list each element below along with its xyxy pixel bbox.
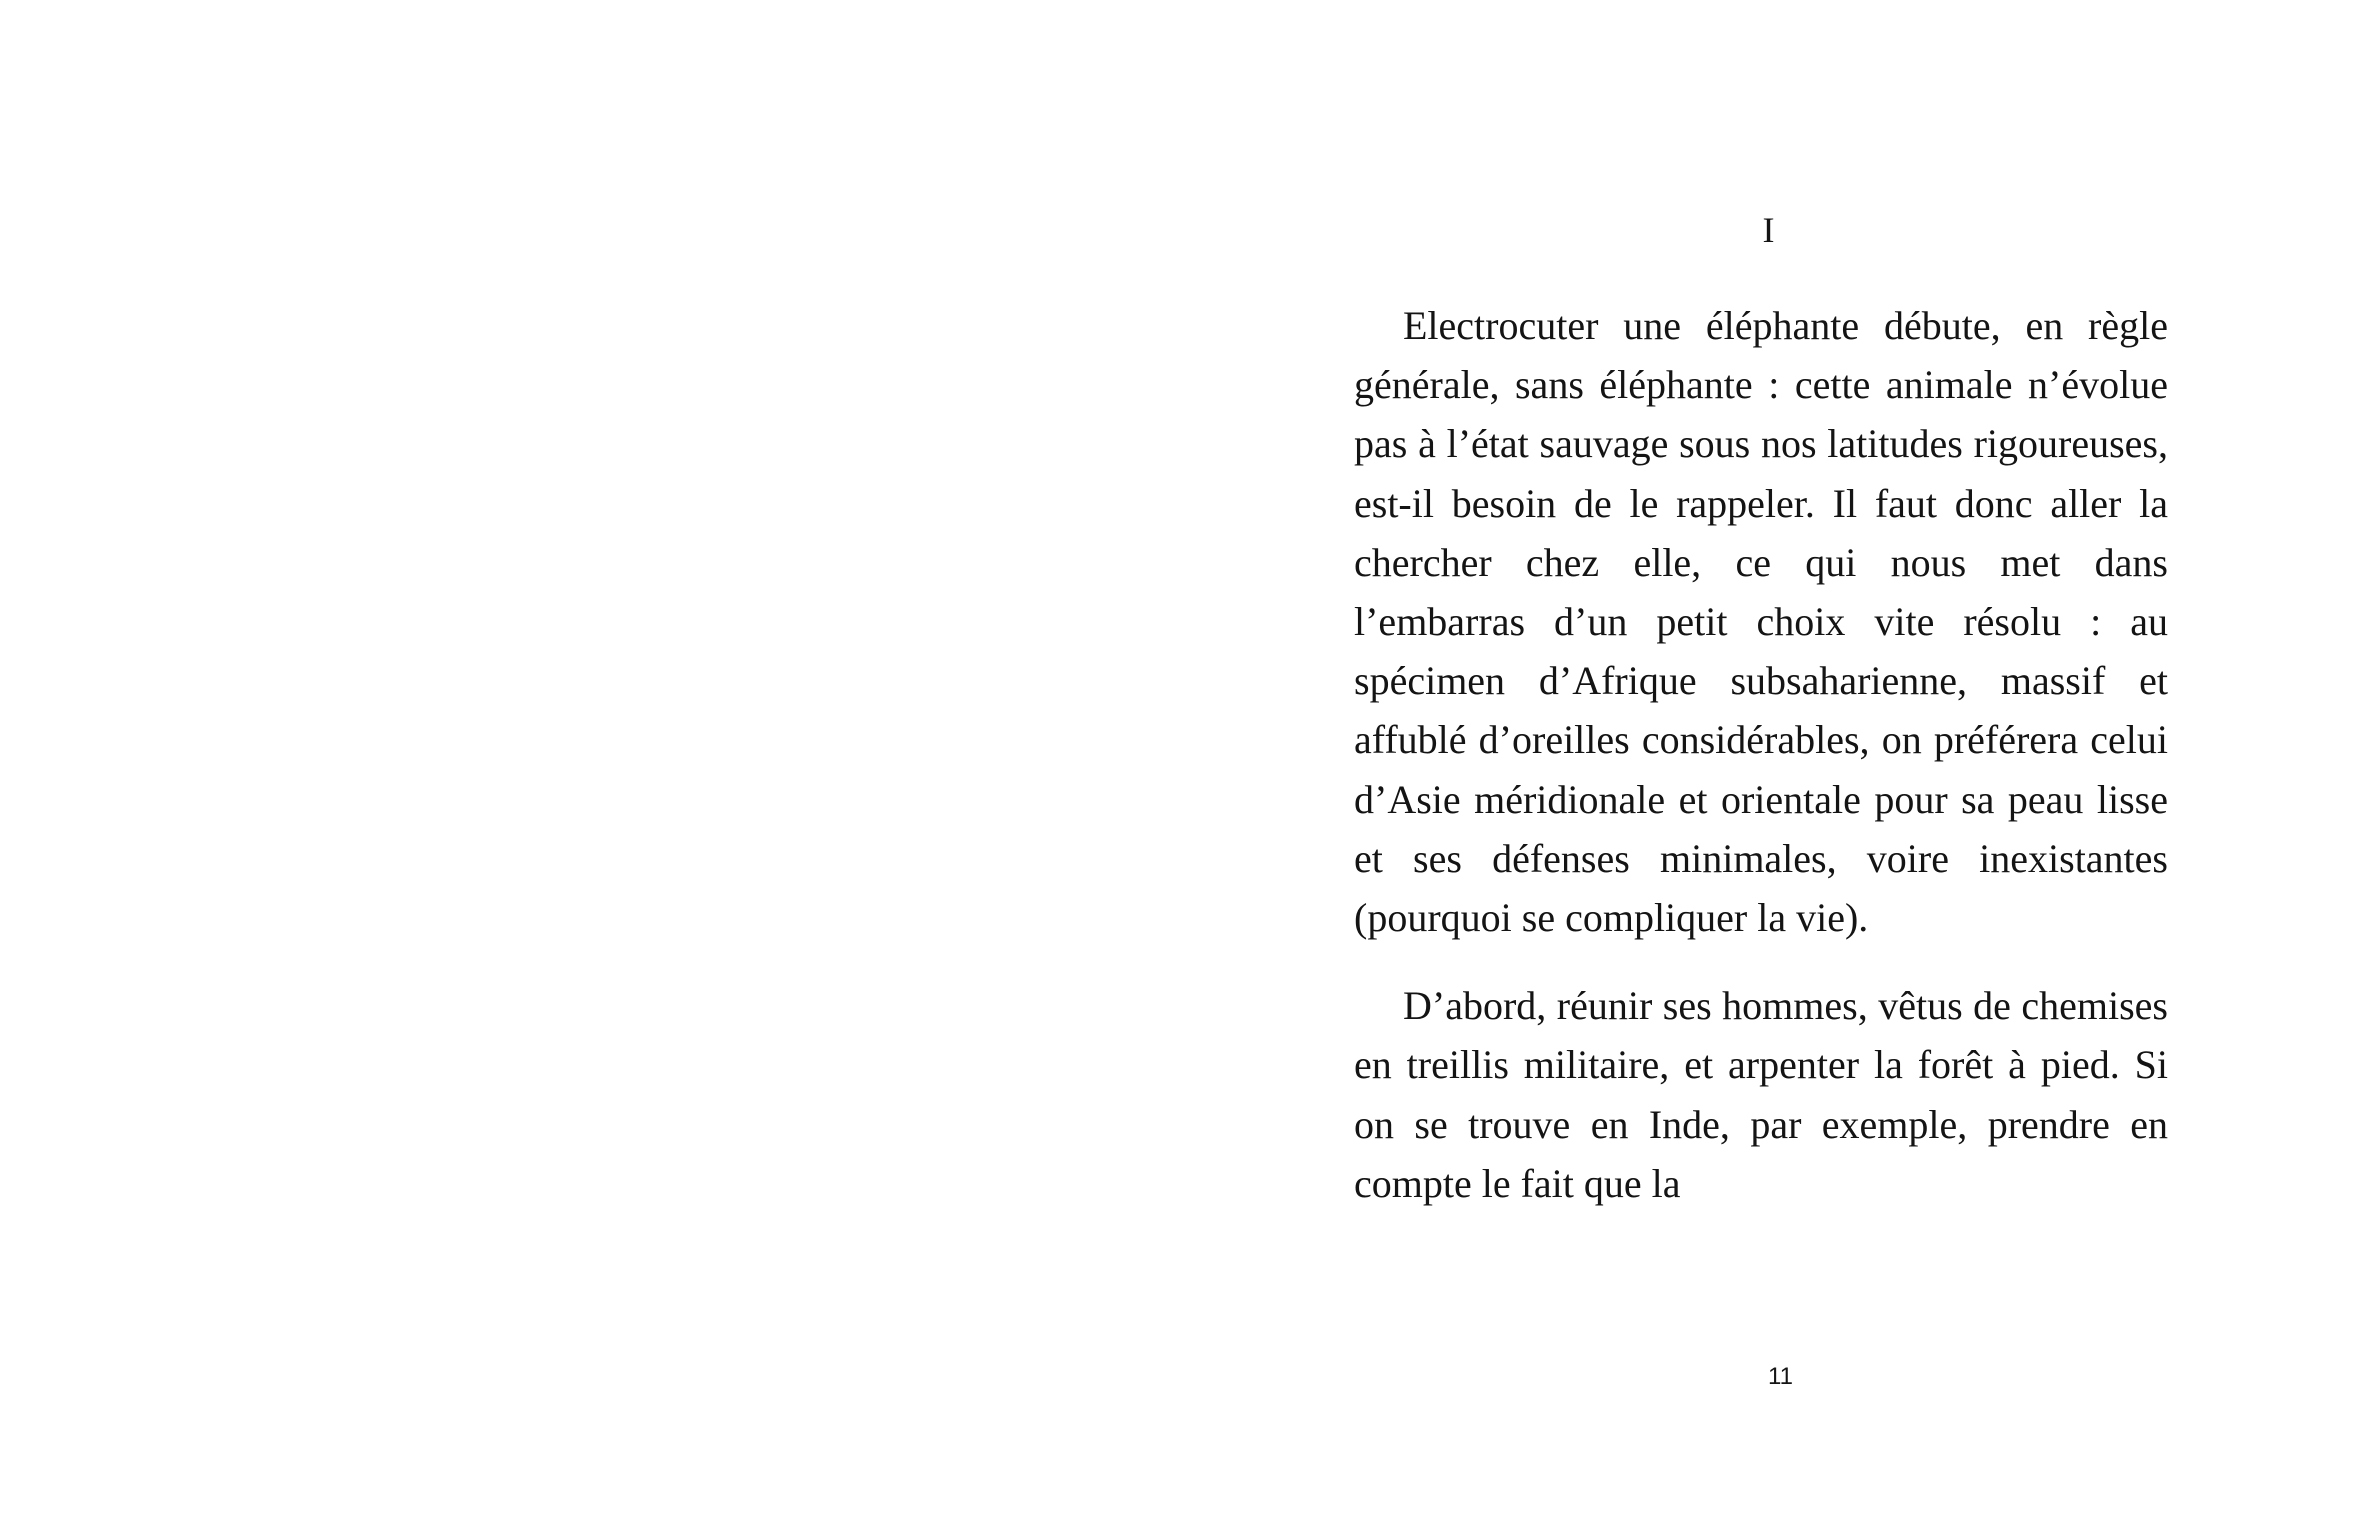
chapter-number-label: I — [1762, 210, 1775, 250]
paragraph-1: Electrocuter une éléphante débute, en règle générale, sans éléphante : cette animale n’évolue pas à l’état sauvage sous nos latitudes rigoureuses, est-il besoin de le rappeler. Il faut donc aller la chercher chez elle, ce qui nous met dans l’embarras d’un petit choix vite résolu : au spécimen d’Afrique subsaharienne, massif et affublé d’oreilles considérables, on préférera celui d’Asie méridionale et orientale pour sa peau lisse et ses défenses minimales, voire inexistantes (pourquoi se compliquer la vie). — [1354, 303, 2168, 941]
chapter-number — [1181, 210, 2362, 250]
paragraph-2: D’abord, réunir ses hommes, vêtus de chemises en treillis militaire, et arpenter la forêt à pied. Si on se trouve en Inde, par exemple, prendre en compte le fait que la — [1354, 983, 2168, 1206]
right-page — [1181, 0, 2362, 1535]
page-number — [1181, 1362, 2362, 1392]
body-text — [1354, 296, 2168, 1213]
page-number-label: 11 — [1768, 1363, 1793, 1390]
